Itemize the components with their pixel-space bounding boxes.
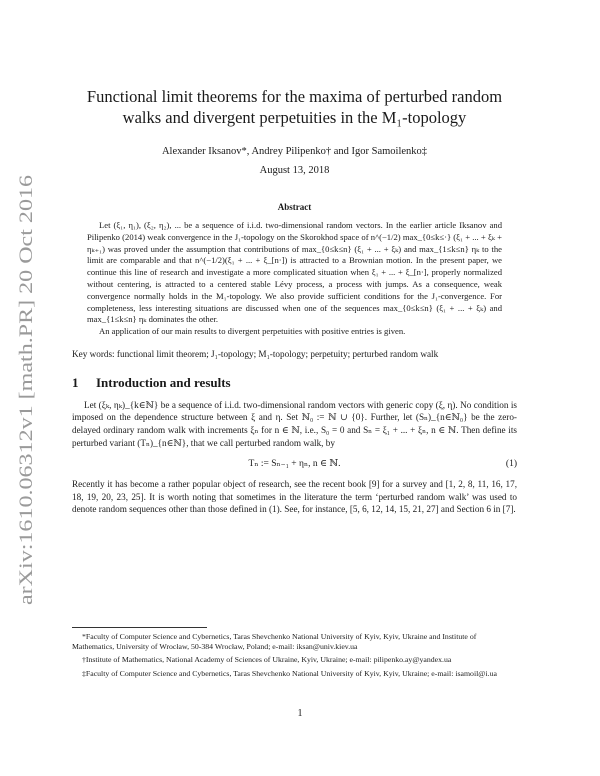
paper-title: Functional limit theorems for the maxima of perturbed random walks and divergent perpetuities in the M₁-topology [86, 87, 503, 127]
paper-authors: Alexander Iksanov*, Andrey Pilipenko† and Igor Samoilenko‡ [161, 146, 428, 157]
footnotes [72, 627, 517, 682]
equation-number: (1) [505, 458, 517, 469]
paper-page [72, 86, 517, 516]
section-title: Introduction and results [96, 374, 231, 390]
equation-body: Tₙ := Sₙ₋₁ + ηₙ, n ∈ ℕ. [248, 458, 341, 469]
paper-date: August 13, 2018 [259, 165, 330, 176]
section-number: 1 [72, 374, 79, 390]
body-paragraph: Recently it has become a rather popular object of research, see the recent book [9] for a survey and [1, 2, 8, 11, 16, 17, 18, 19, 20, 23, 25]. It is worth noting that sometimes in the literature the term ‘perturbed random walk’ was used to denote random sequences other than those defined in (1). See, for instance, [5, 6, 12, 14, 15, 21, 27] and Section 6 in [7]. [72, 478, 517, 515]
abstract-heading: Abstract [277, 202, 312, 212]
page-number: 1 [297, 708, 303, 719]
footnote: †Institute of Mathematics, National Academy of Sciences of Ukraine, Kyiv, Ukraine; e-mail: pilipenko.ay@yandex.ua [82, 655, 452, 665]
arxiv-id: arXiv:1610.06312v1 [math.PR] 20 Oct 2016 [16, 265, 37, 605]
abstract-paragraph: An application of our main results to divergent perpetuities with positive entries is given. [99, 326, 406, 337]
equation-1 [72, 453, 517, 475]
footnote: *Faculty of Computer Science and Cybernetics, Taras Shevchenko National University of Kyiv, Kyiv, Ukraine and Institute of Mathematics, University of Wrocław, 50-384 Wrocław, Poland; e-mail: iksan@univ.kiev.ua [72, 632, 477, 652]
body-paragraph: Let (ξₖ, ηₖ)_{k∈ℕ} be a sequence of i.i.d. two-dimensional random vectors with generic copy (ξ, η). No condition is imposed on the dependence structure between ξ and η. Set ℕ₀ := ℕ ∪ {0}. Further, let (Sₙ)_{n∈ℕ₀} be the zero-delayed ordinary random walk with increments ξₙ for n ∈ ℕ, i.e., S₀ = 0 and Sₙ = ξ₁ + ... + ξₙ, n ∈ ℕ. Then define its perturbed variant (Tₙ)_{n∈ℕ}, that we call perturbed random walk, by [72, 399, 517, 448]
footnote: ‡Faculty of Computer Science and Cybernetics, Taras Shevchenko National University of Kyiv, Kyiv, Ukraine; e-mail: isamoil@i.ua [82, 668, 497, 678]
arxiv-stamp [10, 175, 40, 605]
section-heading [72, 375, 517, 391]
footnote-rule [72, 627, 207, 628]
abstract [87, 220, 502, 338]
abstract-paragraph: Let (ξ₁, η₁), (ξ₂, η₂), ... be a sequence of i.i.d. two-dimensional random vectors. In the earlier article Iksanov and Pilipenko (2014) weak convergence in the J₁-topology on the Skorokhod space of n^(−1/2) max_{0≤k≤·} (ξ₁ + ... + ξₖ + ηₖ₊₁) was proved under the assumption that contributions of max_{0≤k≤n} (ξ₁ + ... + ξₖ) and max_{1≤k≤n} ηₖ to the limit are comparable and that n^(−1/2)(ξ₁ + ... + ξ_[n·]) is attracted to a Brownian motion. In the present paper, we continue this line of research and investigate a more complicated situation when ξ₁ + ... + ξ_[n·], properly normalized without centering, is attracted to a centered stable Lévy process, a process with jumps. As a consequence, weak convergence normally holds in the M₁-topology. We also provide sufficient conditions for the J₁-convergence. For completeness, less interesting situations are discussed when one of the sequences max_{0≤k≤n} (ξ₁ + ... + ξₖ) and max_{1≤k≤n} ηₖ dominates the other. [87, 220, 502, 325]
keywords: Key words: functional limit theorem; J₁-topology; M₁-topology; perpetuity; perturbed random walk [72, 348, 439, 359]
